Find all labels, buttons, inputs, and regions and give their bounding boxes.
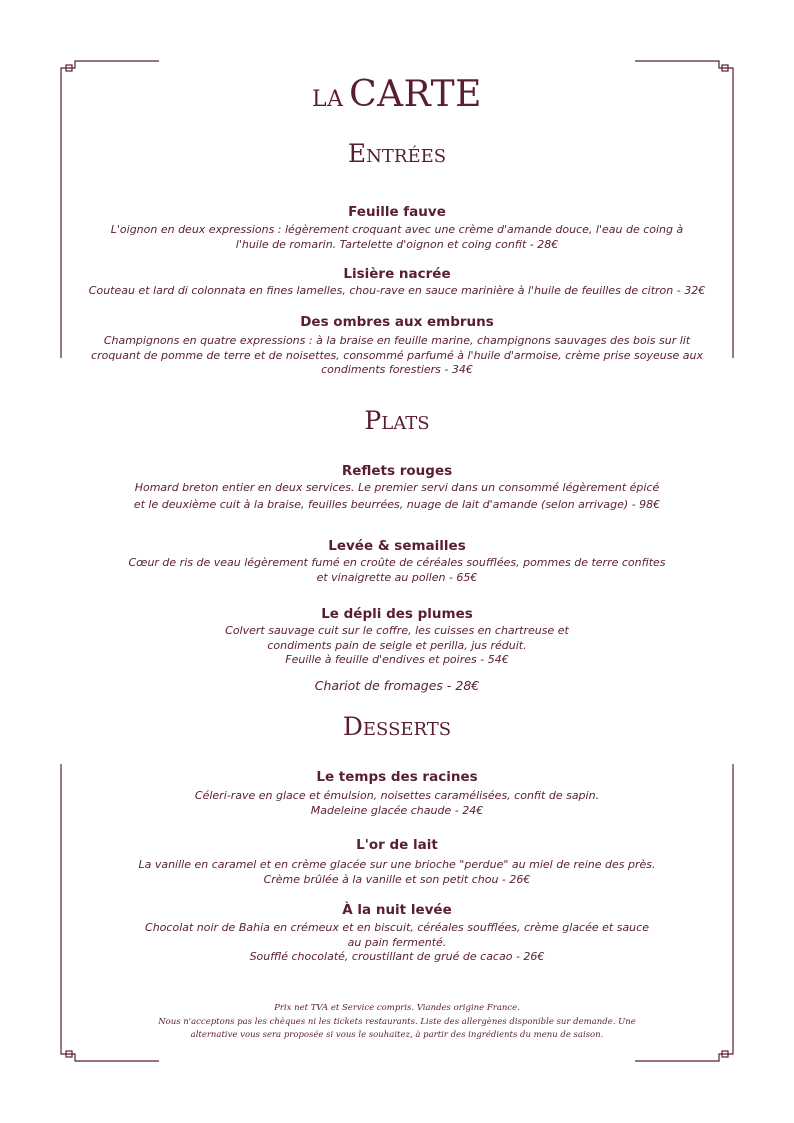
dish-description: L'oignon en deux expressions : légèrement croquant avec une crème d'amande douce, l'eau de coing à l'huile de romarin. Tartelette d'oignon et coing confit - 28€ <box>110 223 684 251</box>
dish-name: Des ombres aux embruns <box>300 314 494 330</box>
dish-name: À la nuit levée <box>342 902 452 918</box>
title-main: CARTE <box>349 74 482 115</box>
dish-name: Le dépli des plumes <box>321 606 473 622</box>
dish-name: Levée & semailles <box>328 538 466 554</box>
footer-line: Prix net TVA et Service compris. Viandes origine France. <box>274 1003 520 1013</box>
title-prefix: LA <box>312 87 344 112</box>
section-heading-plats: Plats <box>364 406 430 435</box>
dish-description: Homard breton entier en deux services. Le premier servi dans un consommé légèrement épicé et le deuxième cuit à la braise, feuilles beurrées, nuage de lait d'amande (selon arrivage) - 98€ <box>133 481 661 511</box>
dish-name: Le temps des racines <box>316 769 478 785</box>
dish-name: Lisière nacrée <box>343 266 451 282</box>
dish-description: Chocolat noir de Bahia en crémeux et en biscuit, céréales soufflées, crème glacée et sauce au pain fermenté. Soufflé chocolaté, croustillant de grué de cacao - 26€ <box>145 921 649 963</box>
dish-description: Cœur de ris de veau légèrement fumé en croûte de céréales soufflées, pommes de terre confites et vinaigrette au pollen - 65€ <box>128 556 666 584</box>
dish-name: L'or de lait <box>356 837 438 853</box>
dish-name: Reflets rouges <box>341 463 453 479</box>
dish-description: Céleri-rave en glace et émulsion, noisettes caramélisées, confit de sapin. Madeleine glacée chaude - 24€ <box>194 789 600 817</box>
footer-notes <box>0 1002 794 1043</box>
dish-description: La vanille en caramel et en crème glacée sur une brioche "perdue" au miel de reine des près. Crème brûlée à la vanille et son petit chou - 26€ <box>138 858 656 886</box>
page-title <box>0 74 794 115</box>
cheese-trolley: Chariot de fromages - 28€ <box>314 678 480 693</box>
dish-name: Feuille fauve <box>348 204 446 220</box>
footer-line: Nous n'acceptons pas les chèques ni les tickets restaurants. Liste des allergènes disponible sur demande. Une <box>158 1016 636 1027</box>
dish-description: Colvert sauvage cuit sur le coffre, les cuisses en chartreuse et condiments pain de seigle et perilla, jus réduit. Feuille à feuille d'endives et poires - 54€ <box>225 624 569 666</box>
dish-description: Champignons en quatre expressions : à la braise en feuille marine, champignons sauvages des bois sur lit croquant de pomme de terre et de noisettes, consommé parfumé à l'huile d'armoise, crème prise soyeuse aux condiments forestiers - 34€ <box>91 334 703 376</box>
section-heading-desserts: Desserts <box>342 712 452 741</box>
footer-line: alternative vous sera proposée si vous le souhaitez, à partir des ingrédients du menu de saison. <box>190 1030 604 1040</box>
section-heading-entrees: Entrées <box>347 139 447 168</box>
dish-description: Couteau et lard di colonnata en fines lamelles, chou-rave en sauce marinière à l'huile de feuilles de citron - 32€ <box>88 284 706 297</box>
